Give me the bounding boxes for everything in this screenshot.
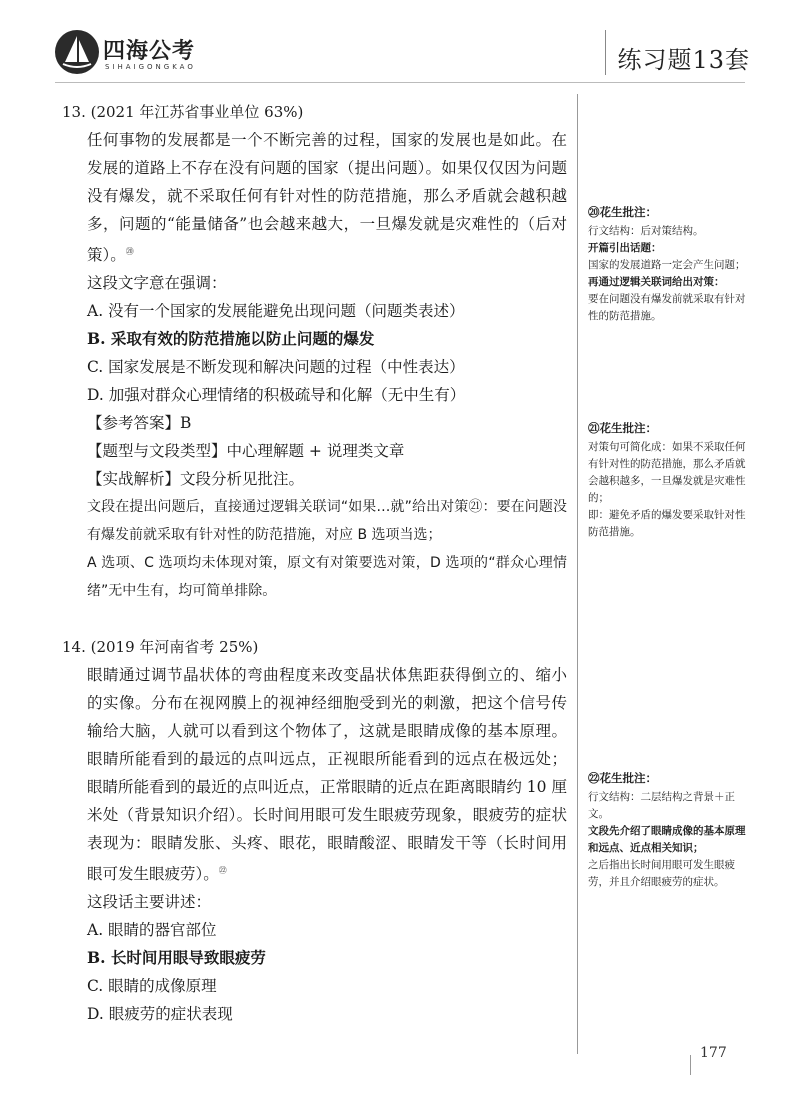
side-note-20-line: 要在问题没有爆发前就采取有针对性的防范措施。 xyxy=(588,293,746,322)
side-note-20-title: ⑳花生批注： xyxy=(588,205,657,219)
column-divider xyxy=(577,94,578,1054)
header-divider xyxy=(605,30,606,75)
question-13-passage: 任何事物的发展都是一个不断完善的过程，国家的发展也是如此。在发展的道路上不存在没有问题的国家（提出问题）。如果仅仅因为问题没有爆发，就不采取任何有针对性的防范措施，那么矛盾就会越积越多，问题的“能量储备”也会越来越大，一旦爆发就是灾难性的（后对策）。⑳ xyxy=(87,131,567,265)
question-14-stem: 这段话主要讲述： xyxy=(87,893,212,912)
side-note-20-line: 国家的发展道路一定会产生问题； xyxy=(588,259,746,271)
question-14-passage: 眼睛通过调节晶状体的弯曲程度来改变晶状体焦距获得倒立的、缩小的实像。分布在视网膜上的视神经细胞受到光的刺激，把这个信号传输给大脑，人就可以看到这个物体了，这就是眼睛成像的基本原理。眼睛所能看到的最远的点叫远点，正视眼所能看到的远点在极远处；眼睛所能看到的最近的点叫近点，正常眼睛的近点在距离眼睛约 10 厘米处（背景知识介绍）。长时间用眼可发生眼疲劳现象，眼疲劳的症状表现为：眼睛发胀、头疼、眼花，眼睛酸涩、眼睛发干等（长时间用眼可发生眼疲劳）。$^㉒$ xyxy=(87,666,567,884)
side-note-22 xyxy=(588,770,748,891)
question-13-analysis-1: 文段在提出问题后，直接通过逻辑关联词“如果…就”给出对策㉑：要在问题没有爆发前就采取有针对性的防范措施，对应 B 选项当选； xyxy=(87,499,567,544)
question-13-type: 【题型与文段类型】中心理解题 + 说理类文章 xyxy=(87,442,405,461)
question-14-heading: 14. (2019 年河南省考 25%) xyxy=(62,638,259,657)
side-note-21-title: ㉑花生批注： xyxy=(588,421,657,435)
side-note-20-line: 再通过逻辑关联词给出对策： xyxy=(588,276,725,288)
side-note-22-line: 之后指出长时间用眼可发生眼疲劳，并且介绍眼疲劳的症状。 xyxy=(588,859,735,888)
brand-name: 四海公考 xyxy=(103,39,196,64)
sailboat-logo-icon xyxy=(55,30,99,74)
page-number-rule xyxy=(690,1055,691,1075)
question-13-answer: 【参考答案】B xyxy=(87,414,192,433)
question-14-option-d: D. 眼疲劳的症状表现 xyxy=(87,1005,233,1024)
note-ref-22: ㉒ xyxy=(218,866,227,876)
side-note-21 xyxy=(588,420,748,541)
question-13-analysis-tag: 【实战解析】文段分析见批注。 xyxy=(87,470,305,489)
main-column xyxy=(62,98,567,1028)
question-13-option-d: D. 加强对群众心理情绪的积极疏导和化解（无中生有） xyxy=(87,386,466,405)
question-13-stem: 这段文字意在强调： xyxy=(87,274,227,293)
side-note-22-line: 行文结构：二层结构之背景＋正文。 xyxy=(588,791,735,820)
side-note-21-line: 即：避免矛盾的爆发要采取针对性防范措施。 xyxy=(588,509,746,538)
question-14-option-b: B. 长时间用眼导致眼疲劳 xyxy=(87,948,266,968)
question-13-heading: 13. (2021 年江苏省事业单位 63%) xyxy=(62,103,304,121)
side-note-22-title: ㉒花生批注： xyxy=(588,771,657,785)
question-13-option-a: A. 没有一个国家的发展能避免出现问题（问题类表述） xyxy=(87,302,465,321)
note-ref-20: ⑳ xyxy=(125,247,134,256)
page-header xyxy=(0,0,800,90)
question-14-option-c: C. 眼睛的成像原理 xyxy=(87,977,217,996)
side-note-20-line: 行文结构：后对策结构。 xyxy=(588,225,704,237)
question-13-option-b: B. 采取有效的防范措施以防止问题的爆发 xyxy=(87,329,375,349)
question-13-option-c: C. 国家发展是不断发现和解决问题的过程（中性表达） xyxy=(87,358,465,377)
side-note-20 xyxy=(588,204,748,325)
brand-pinyin: SIHAIGONGKAO xyxy=(105,63,196,71)
header-rule xyxy=(55,82,745,83)
side-note-22-line: 文段先介绍了眼睛成像的基本原理和远点、近点相关知识； xyxy=(588,825,746,854)
brand-logo xyxy=(55,30,215,80)
question-13-analysis-2: A 选项、C 选项均未体现对策，原文有对策要选对策，D 选项的“群众心理情绪”无中生有，均可简单排除。 xyxy=(87,555,567,600)
page-number: 177 xyxy=(700,1045,727,1061)
set-title: 练习题13套 xyxy=(617,46,750,74)
side-note-20-line: 开篇引出话题： xyxy=(588,242,662,254)
question-14-option-a: A. 眼睛的器官部位 xyxy=(87,921,217,940)
side-note-21-line: 对策句可简化成：如果不采取任何有针对性的防范措施，那么矛盾就会越积越多，一旦爆发就是灾难性的； xyxy=(588,441,746,504)
